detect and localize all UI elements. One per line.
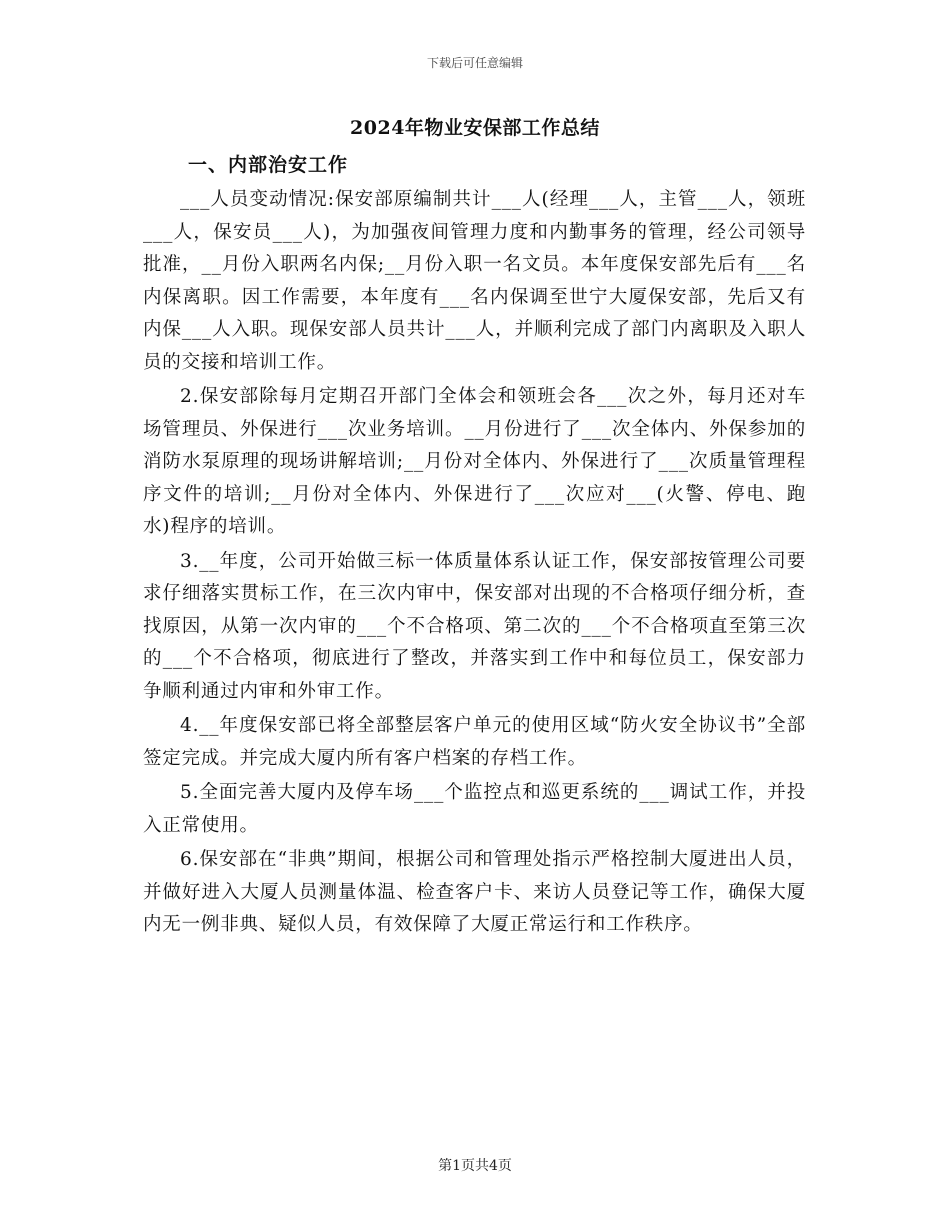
paragraph-4: 4.__年度保安部已将全部整层客户单元的使用区域“防火安全协议书”全部签定完成。并完成大厦内所有客户档案的存档工作。 bbox=[143, 715, 806, 769]
header-note: 下载后可任意编辑 bbox=[426, 56, 523, 70]
document-title: 2024年物业安保部工作总结 bbox=[350, 117, 600, 139]
paragraph-1: ___人员变动情况:保安部原编制共计___人(经理___人，主管___人，领班___人，保安员___人)，为加强夜间管理力度和内勤事务的管理，经公司领导批准，__月份入职两名内保;__月份入职一名文员。本年度保安部先后有___名内保离职。因工作需要，本年度有___名内保调至世宁大厦保安部，先后又有内保___人入职。现保安部人员共计___人，并顺利完成了部门内离职及入职人员的交接和培训工作。 bbox=[143, 189, 806, 373]
section-heading: 一、内部治安工作 bbox=[188, 154, 349, 176]
paragraph-5: 5.全面完善大厦内及停车场___个监控点和巡更系统的___调试工作，并投入正常使用。 bbox=[143, 782, 806, 836]
paragraph-6: 6.保安部在“非典”期间，根据公司和管理处指示严格控制大厦进出人员，并做好进入大厦人员测量体温、检查客户卡、来访人员登记等工作，确保大厦内无一例非典、疑似人员，有效保障了大厦正常运行和工作秩序。 bbox=[143, 849, 806, 935]
document-body bbox=[143, 184, 806, 944]
paragraph-2: 2.保安部除每月定期召开部门全体会和领班会各___次之外，每月还对车场管理员、外保进行___次业务培训。__月份进行了___次全体内、外保参加的消防水泵原理的现场讲解培训;__月份对全体内、外保进行了___次质量管理程序文件的培训;__月份对全体内、外保进行了___次应对___(火警、停电、跑水)程序的培训。 bbox=[143, 386, 806, 537]
page-footer: 第1页共4页 bbox=[438, 1158, 512, 1174]
paragraph-3: 3.__年度，公司开始做三标一体质量体系认证工作，保安部按管理公司要求仔细落实贯标工作，在三次内审中，保安部对出现的不合格项仔细分析，查找原因，从第一次内审的___个不合格项、第二次的___个不合格项直至第三次的___个不合格项，彻底进行了整改，并落实到工作中和每位员工，保安部力争顺利通过内审和外审工作。 bbox=[143, 550, 806, 702]
